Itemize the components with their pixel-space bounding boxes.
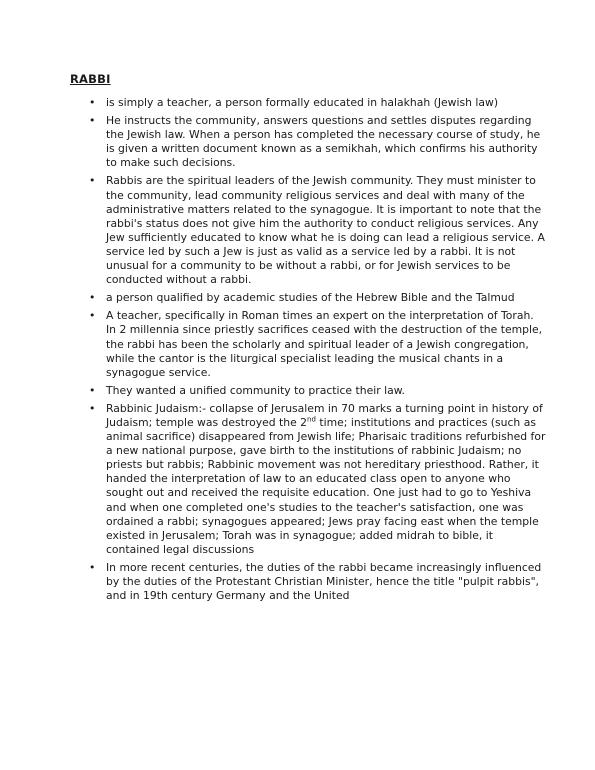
- list-item-text: Rabbis are the spiritual leaders of the Jewish community. They must minister to the community, lead community religious services and deal with many of the administrative matters related to the synagogue. It is important to note that the rabbi's status does not give him the authority to conduct religious services. Any Jew sufficiently educated to know what he is doing can lead a religious service. A service led by such a Jew is just as valid as a service led by a rabbi. It is not unusual for a community to be without a rabbi, or for Jewish services to be conducted without a rabbi.: [106, 174, 545, 287]
- bullet-icon: •: [89, 401, 96, 415]
- bullet-icon: •: [89, 114, 96, 128]
- list-item-text: He instructs the community, answers questions and settles disputes regarding the Jewish law. When a person has completed the necessary course of study, he is given a written document known as a semikhah, which confirms his authority to make such decisions.: [106, 114, 541, 170]
- list-item: [89, 383, 546, 398]
- list-item: [89, 114, 546, 170]
- list-item: [89, 174, 546, 287]
- list-item: [89, 401, 546, 557]
- list-item: [89, 96, 546, 110]
- list-item-text: A teacher, specifically in Roman times an expert on the interpretation of Torah. In 2 millennia since priestly sacrifices ceased with the destruction of the temple, the rabbi has been the scholarly and spiritual leader of a Jewish congregation, while the cantor is the liturgical specialist leading the musical chants in a synagogue service.: [106, 309, 543, 379]
- list-item: [89, 560, 546, 603]
- list-item: [89, 309, 546, 379]
- list-item-text: They wanted a unified community to practice their law.: [106, 383, 405, 397]
- bullet-icon: •: [89, 309, 96, 323]
- list-item-text: a person qualified by academic studies of the Hebrew Bible and the Talmud: [106, 291, 515, 305]
- ordinal-superscript: nd: [307, 415, 316, 424]
- bullet-icon: •: [89, 560, 96, 574]
- bullet-icon: •: [89, 96, 96, 109]
- list-item-text: In more recent centuries, the duties of the rabbi became increasingly influenced by the duties of the Protestant Christian Minister, hence the title "pulpit rabbis", and in 19th century Germany and the United: [106, 560, 542, 603]
- bullet-list: [88, 96, 546, 607]
- bullet-icon: •: [89, 291, 96, 305]
- bullet-icon: •: [89, 174, 96, 188]
- list-item-text-after-sup: time; institutions and practices (such as animal sacrifice) disappeared from Jewish life; Pharisaic traditions refurbished for a new national purpose, gave birth to the institutions of rabbinic Judaism; no priests but rabbis; Rabbinic movement was not hereditary priesthood. Rather, it handed the interpretation of law to an educated class open to anyone who sought out and received the requisite education. One just had to go to Yeshiva and when one completed one's studies to the teacher's satisfaction, one was ordained a rabbi; synagogues appeared; Jews pray facing east when the temple existed in Jerusalem; Torah was in synagogue; added midrah to bible, it contained legal discussions: [106, 415, 546, 556]
- heading-rabbi: RABBI: [70, 72, 111, 86]
- list-item: [89, 291, 546, 305]
- list-item-text-before-sup: Rabbinic Judaism:- collapse of Jerusalem in 70 marks a turning point in history of Judaism; temple was destroyed the 2: [106, 401, 543, 429]
- bullet-icon: •: [89, 383, 96, 397]
- list-item-text: is simply a teacher, a person formally educated in halakhah (Jewish law): [106, 96, 499, 109]
